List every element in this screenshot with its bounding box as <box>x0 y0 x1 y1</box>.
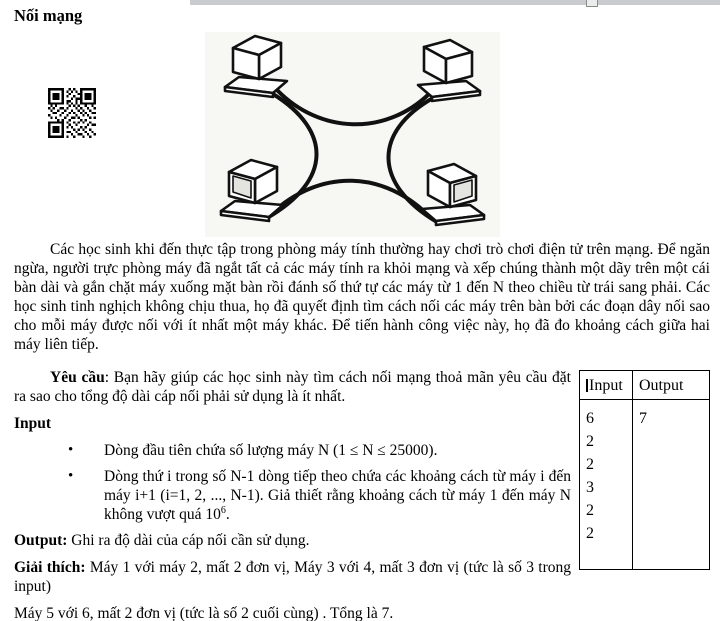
requirement-label: Yêu cầu <box>50 369 105 386</box>
input-value: 3 <box>586 479 594 496</box>
bullet-icon: • <box>68 442 74 458</box>
window-edge-strip <box>190 0 720 5</box>
input-heading: Input <box>14 415 52 432</box>
list-item <box>14 467 710 524</box>
input-bullet-list <box>14 441 710 524</box>
page-title: Nối mạng <box>14 6 83 25</box>
input-value: 2 <box>586 525 594 542</box>
table-header-row <box>580 371 709 400</box>
list-item <box>14 441 710 460</box>
input-value: 2 <box>586 502 594 519</box>
computer-icon <box>225 36 287 97</box>
qr-code-image <box>48 88 96 138</box>
explanation-text: Máy 1 với máy 2, mất 2 đơn vị, Máy 3 với 4, mất 3 đơn vị (tức là số 3 trong input) <box>14 559 571 595</box>
paragraph-intro: Các học sinh khi đến thực tập trong phòng máy tính thường hay chơi trò chơi điện tử trên mạng. Để ngăn ngừa, người trực phòng máy đã ngắt tất cả các máy tính ra khỏi mạng và xếp chúng thành một dãy trên một cái bàn dài và gắn chặt máy xuống mặt bàn rồi đánh số thứ tự các máy từ 1 đến N theo chiều từ trái sang phải. Các học sinh tinh nghịch không chịu thua, họ đã quyết định tìm cách nối các máy trên bàn bởi các đoạn dây nối sao cho mỗi máy được nối với ít nhất một máy khác. Để tiến hành công việc này, họ đã đo khoảng cách giữa hai máy liên tiếp. <box>14 241 710 353</box>
computer-icon <box>422 164 484 225</box>
superscript-exponent: 6 <box>220 504 226 516</box>
bullet-text: Dòng thứ i trong số N-1 dòng tiếp theo chứa các khoảng cách từ máy i đến máy i+1 (i=1, 2, ..., N-1). Giả thiết rằng khoảng cách từ máy 1 đến máy N không vượt quá 10 <box>104 468 571 523</box>
bullet-icon: • <box>68 468 74 484</box>
input-value: 6 <box>586 410 594 427</box>
output-text: Ghi ra độ dài của cáp nối cần sử dụng. <box>67 532 310 549</box>
bullet-text: Dòng đầu tiên chứa số lượng máy N (1 ≤ N ≤ 25000). <box>104 442 438 459</box>
explanation-label: Giải thích: <box>14 559 86 576</box>
window-edge-button[interactable] <box>586 0 598 7</box>
table-header-output[interactable]: Output <box>639 377 684 394</box>
output-value: 7 <box>639 410 647 427</box>
table-header-input[interactable]: Input <box>580 371 633 399</box>
requirement-text: : Bạn hãy giúp các học sinh này tìm cách nối mạng thoả mãn yêu cầu đặt ra sao cho tổng độ dài cáp nối phải sử dụng là ít nhất. <box>14 369 571 405</box>
network-cables <box>267 90 437 222</box>
input-value: 2 <box>586 456 594 473</box>
network-diagram <box>205 32 500 237</box>
bullet-text-end: . <box>225 506 230 523</box>
text-caret <box>586 379 588 392</box>
document-body <box>14 240 710 621</box>
computer-icon <box>221 160 283 221</box>
computer-icon <box>418 40 480 101</box>
paragraph-final: Máy 5 với 6, mất 2 đơn vị (tức là số 2 cuối cùng) . Tổng là 7. <box>14 605 394 621</box>
input-value: 2 <box>586 433 594 450</box>
output-label: Output: <box>14 532 68 549</box>
